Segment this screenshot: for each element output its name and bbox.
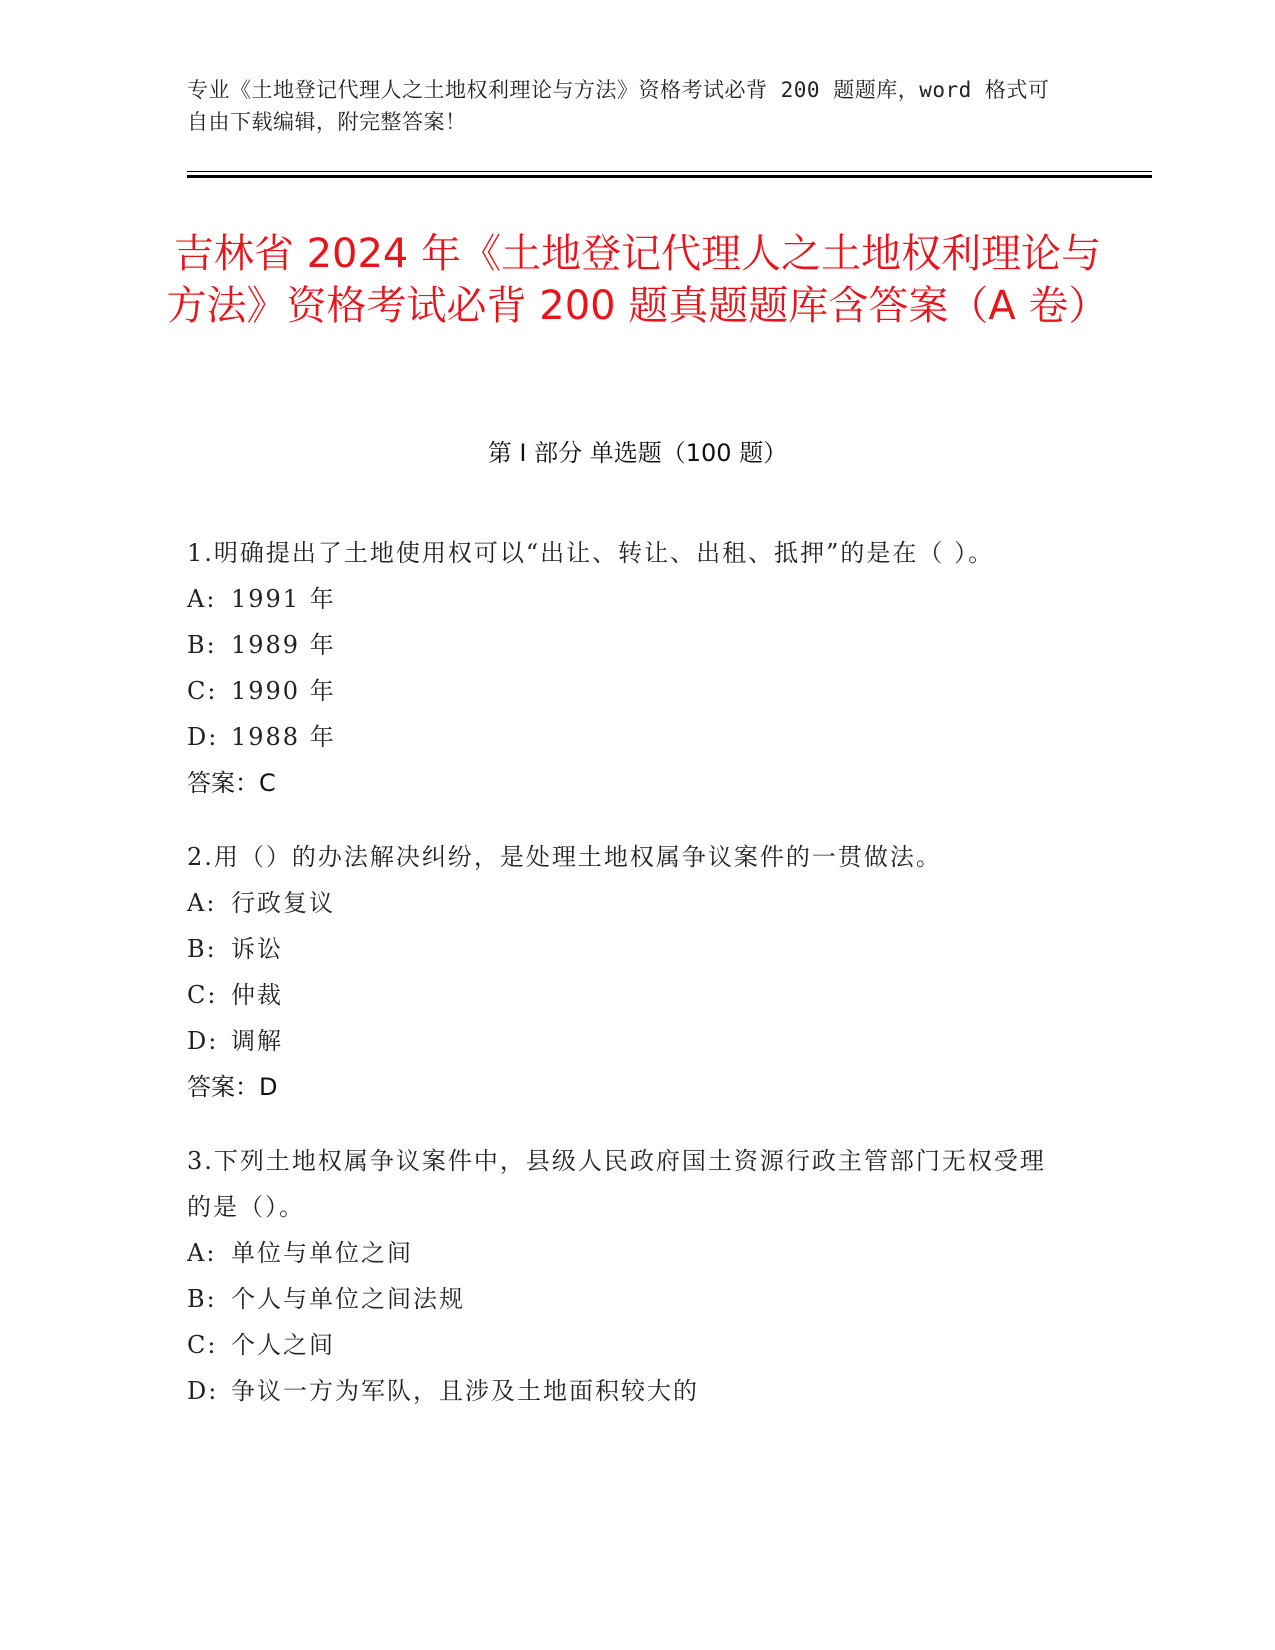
option-letter: C: bbox=[187, 1331, 218, 1359]
option-letter: A: bbox=[187, 585, 217, 613]
option-a bbox=[187, 1230, 1067, 1276]
option-c bbox=[187, 668, 1067, 714]
option-text: 争议一方为军队，且涉及土地面积较大的 bbox=[231, 1377, 699, 1405]
answer-line: 答案：C bbox=[187, 769, 276, 797]
header-divider-thick bbox=[187, 175, 1152, 178]
question-2 bbox=[187, 834, 1067, 1110]
question-3 bbox=[187, 1138, 1067, 1414]
option-b bbox=[187, 926, 1067, 972]
question-list bbox=[187, 530, 1067, 1442]
option-text: 仲裁 bbox=[231, 981, 283, 1009]
header-note: 专业《土地登记代理人之土地权利理论与方法》资格考试必背 200 题题库，word 格式可自由下载编辑，附完整答案！ bbox=[187, 78, 1050, 134]
option-text: 个人之间 bbox=[231, 1331, 335, 1359]
header-divider-thin bbox=[187, 171, 1152, 172]
section-title: 第 I 部分 单选题（100 题） bbox=[487, 439, 788, 467]
option-letter: B: bbox=[187, 1285, 217, 1313]
option-d bbox=[187, 1018, 1067, 1064]
option-letter: B: bbox=[187, 631, 217, 659]
option-text: 行政复议 bbox=[231, 889, 335, 917]
option-text: 1989 年 bbox=[231, 631, 336, 659]
option-letter: D: bbox=[187, 1377, 219, 1405]
question-1 bbox=[187, 530, 1067, 806]
option-text: 1991 年 bbox=[231, 585, 336, 613]
question-stem: 1.明确提出了土地使用权可以“出让、转让、出租、抵押”的是在（ ）。 bbox=[187, 539, 995, 567]
option-text: 1990 年 bbox=[231, 677, 336, 705]
option-letter: D: bbox=[187, 723, 219, 751]
option-text: 单位与单位之间 bbox=[231, 1239, 413, 1267]
option-c bbox=[187, 1322, 1067, 1368]
option-b bbox=[187, 1276, 1067, 1322]
answer-line: 答案：D bbox=[187, 1073, 278, 1101]
option-letter: B: bbox=[187, 935, 217, 963]
option-text: 1988 年 bbox=[231, 723, 336, 751]
option-d bbox=[187, 714, 1067, 760]
option-b bbox=[187, 622, 1067, 668]
option-letter: C: bbox=[187, 677, 218, 705]
option-letter: C: bbox=[187, 981, 218, 1009]
option-a bbox=[187, 880, 1067, 926]
option-d bbox=[187, 1368, 1067, 1414]
document-title: 吉林省 2024 年《土地登记代理人之土地权利理论与方法》资格考试必背 200 题真题题库含答案（A 卷） bbox=[166, 231, 1109, 329]
option-a bbox=[187, 576, 1067, 622]
option-c bbox=[187, 972, 1067, 1018]
question-stem: 2.用（）的办法解决纠纷，是处理土地权属争议案件的一贯做法。 bbox=[187, 843, 942, 871]
question-stem: 3.下列土地权属争议案件中，县级人民政府国土资源行政主管部门无权受理的是（）。 bbox=[187, 1147, 1046, 1221]
option-text: 诉讼 bbox=[231, 935, 283, 963]
option-letter: D: bbox=[187, 1027, 219, 1055]
option-text: 调解 bbox=[231, 1027, 283, 1055]
option-text: 个人与单位之间法规 bbox=[231, 1285, 465, 1313]
option-letter: A: bbox=[187, 889, 217, 917]
option-letter: A: bbox=[187, 1239, 217, 1267]
